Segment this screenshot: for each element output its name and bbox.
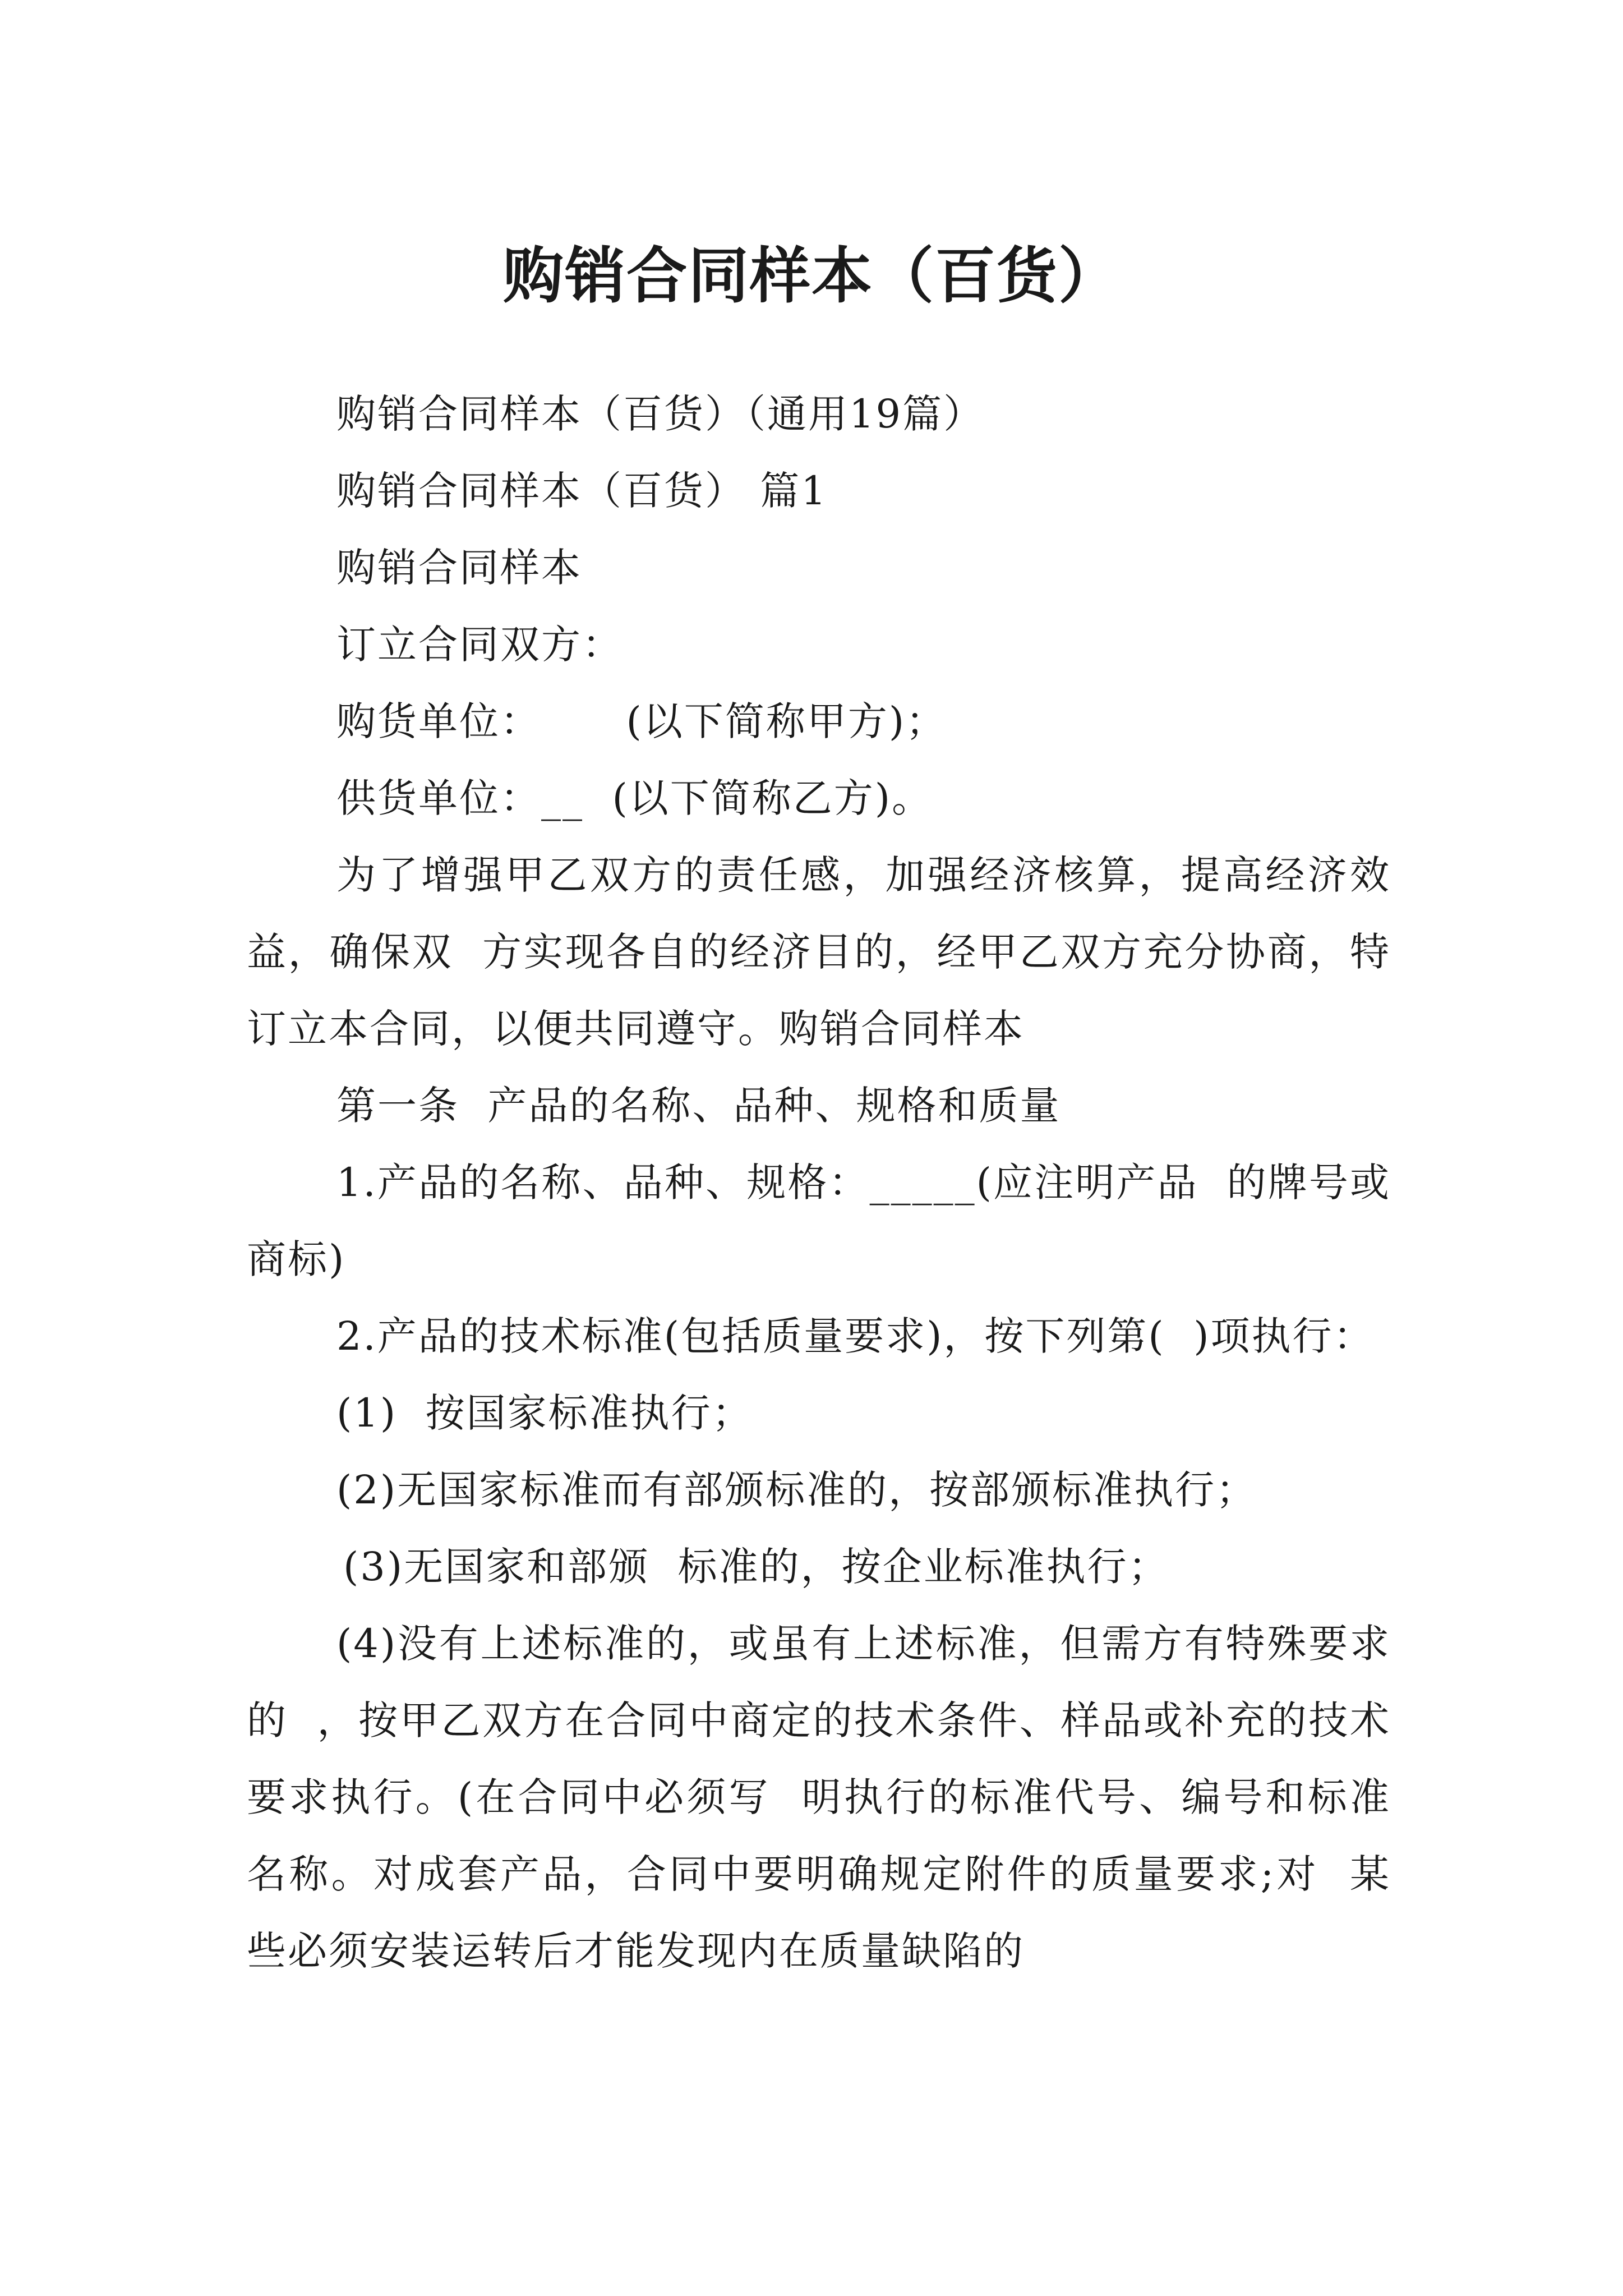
paragraph-article-1-heading: 第一条 产品的名称、品种、规格和质量 bbox=[336, 1083, 1061, 1129]
paragraph-article-1-item-1: 1.产品的名称、品种、规格：_____(应注明产品 的牌号或商标) bbox=[247, 1159, 1391, 1282]
paragraph-standard-option-2: (2)无国家标准而有部颁标准的，按部颁标准执行； bbox=[336, 1467, 1257, 1513]
paragraph-standard-option-4: (4)没有上述标准的，或虽有上述标准，但需方有特殊要求的 ，按甲乙双方在合同中商定的技术条件、样品或补充的技术要求执行。(在合同中必须写 明执行的标准代号、编号和标准名称。对成套产品，合同中要明确规定附件的质量要求;对 某些必须安装运转后才能发现内在质量缺陷的 bbox=[247, 1621, 1391, 1974]
paragraph-preamble: 为了增强甲乙双方的责任感，加强经济核算，提高经济效益，确保双 方实现各自的经济目的，经甲乙双方充分协商，特订立本合同，以便共同遵守。购销合同样本 bbox=[247, 852, 1391, 1052]
paragraph-standard-option-3: (3)无国家和部颁 标准的，按企业标准执行； bbox=[343, 1544, 1169, 1590]
paragraph-contract-heading: 购销合同样本 bbox=[336, 545, 582, 591]
document-body bbox=[247, 376, 1391, 1990]
paragraph-section-heading: 购销合同样本（百货） 篇1 bbox=[336, 468, 828, 514]
paragraph-supplier: 供货单位：__ (以下简称乙方)。 bbox=[336, 775, 933, 821]
document-title: 购销合同样本（百货） bbox=[502, 241, 1120, 312]
paragraph-buyer: 购货单位： (以下简称甲方)； bbox=[336, 698, 947, 744]
paragraph-standard-option-1: (1) 按国家标准执行； bbox=[336, 1390, 753, 1436]
paragraph-parties-label: 订立合同双方： bbox=[336, 622, 623, 668]
paragraph-article-1-item-2: 2.产品的技术标准(包括质量要求)，按下列第( )项执行： bbox=[336, 1313, 1375, 1359]
paragraph-subtitle: 购销合同样本（百货）（通用19篇） bbox=[336, 391, 985, 437]
